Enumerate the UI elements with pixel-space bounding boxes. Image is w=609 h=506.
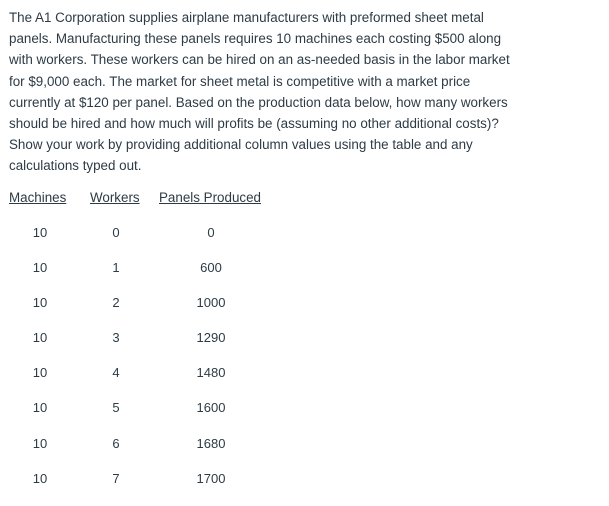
- problem-line: The A1 Corporation supplies airplane manufacturers with preformed sheet metal: [9, 10, 484, 25]
- problem-line: Show your work by providing additional column values using the table and any: [9, 137, 473, 153]
- cell-workers: 5: [112, 400, 120, 416]
- problem-line: panels. Manufacturing these panels requires 10 machines each costing $500 along: [9, 31, 502, 47]
- cell-workers: 3: [112, 330, 120, 346]
- problem-line: calculations typed out.: [9, 158, 142, 174]
- cell-panels-produced: 1700: [196, 470, 226, 486]
- cell-machines: 10: [32, 435, 48, 451]
- problem-line: for $9,000 each. The market for sheet metal is competitive with a market price: [9, 73, 471, 89]
- table-row: [0, 260, 609, 295]
- production-table: [0, 225, 609, 506]
- cell-machines: 10: [32, 400, 48, 416]
- cell-workers: 4: [112, 365, 120, 381]
- table-row: [0, 225, 609, 260]
- cell-panels-produced: 1680: [196, 435, 226, 451]
- cell-machines: 10: [32, 365, 48, 381]
- cell-workers: 1: [112, 260, 120, 276]
- cell-machines: 10: [32, 330, 48, 346]
- problem-line: should be hired and how much will profits be (assuming no other additional costs)?: [9, 116, 499, 132]
- header-workers: Workers: [90, 190, 140, 205]
- cell-panels-produced: 1600: [196, 400, 226, 416]
- cell-panels-produced: 1480: [196, 365, 226, 381]
- problem-text: [9, 7, 601, 177]
- cell-panels-produced: 600: [200, 260, 222, 276]
- header-panels-produced: Panels Produced: [159, 190, 261, 205]
- table-row: [0, 400, 609, 435]
- cell-panels-produced: 1000: [196, 295, 226, 311]
- table-row: [0, 330, 609, 365]
- problem-line: currently at $120 per panel. Based on the production data below, how many workers: [9, 94, 508, 110]
- cell-workers: 6: [112, 435, 120, 451]
- cell-workers: 7: [112, 470, 120, 486]
- cell-machines: 10: [32, 470, 48, 486]
- table-row: [0, 471, 609, 506]
- table-row: [0, 295, 609, 330]
- cell-panels-produced: 1290: [196, 330, 226, 346]
- table-header: [0, 190, 609, 210]
- cell-workers: 2: [112, 295, 120, 311]
- cell-machines: 10: [32, 225, 48, 240]
- cell-panels-produced: 0: [207, 225, 215, 240]
- cell-machines: 10: [32, 295, 48, 311]
- table-row: [0, 365, 609, 400]
- problem-line: with workers. These workers can be hired on an as-needed basis in the labor market: [9, 52, 510, 68]
- cell-machines: 10: [32, 260, 48, 276]
- table-row: [0, 436, 609, 471]
- header-machines: Machines: [9, 190, 67, 205]
- cell-workers: 0: [112, 225, 120, 240]
